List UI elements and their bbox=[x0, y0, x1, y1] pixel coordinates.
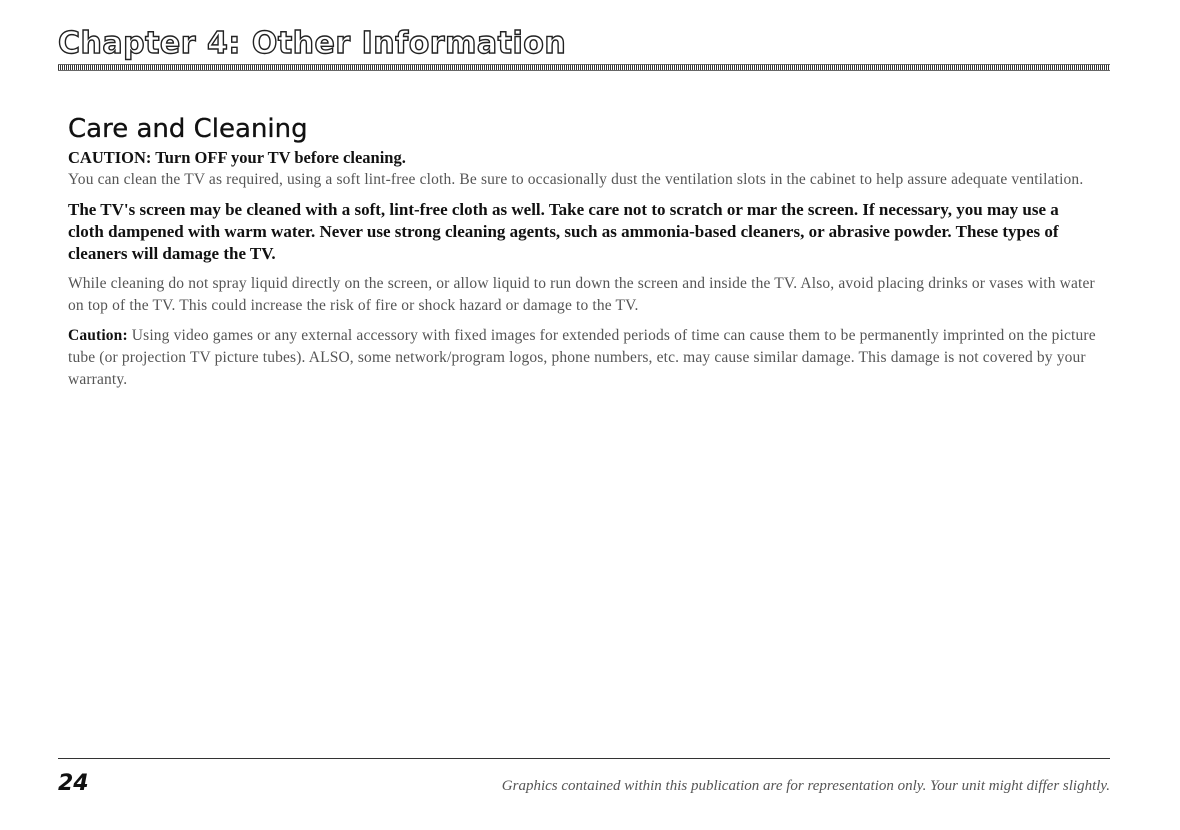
cleaning-paragraph: You can clean the TV as required, using a soft lint-free cloth. Be sure to occasionally dust the ventilation slots in the cabinet to help assure adequate ventilation. bbox=[68, 171, 1084, 188]
caution-label: Caution: bbox=[68, 327, 128, 344]
page-number: 24 bbox=[58, 771, 89, 796]
chapter-header bbox=[58, 26, 1110, 71]
liquid-warning-paragraph: While cleaning do not spray liquid directly on the screen, or allow liquid to run down the screen and inside the TV. Also, avoid placing drinks or vases with water on top of the TV. This could increase the risk of fire or shock hazard or damage to the TV. bbox=[68, 275, 1095, 314]
screen-cleaning-paragraph: The TV's screen may be cleaned with a soft, lint-free cloth as well. Take care not to scratch or mar the screen. If necessary, you may use a cloth dampened with warm water. Never use strong cleaning agents, such as ammonia-based cleaners, or abrasive powder. These types of cleaners will damage the TV. bbox=[68, 200, 1059, 263]
chapter-divider bbox=[58, 64, 1110, 71]
footer-disclaimer: Graphics contained within this publication are for representation only. Your unit might differ slightly. bbox=[501, 778, 1110, 794]
page-content bbox=[68, 112, 1098, 399]
imprint-caution-text: Using video games or any external accessory with fixed images for extended periods of time can cause them to be permanently imprinted on the picture tube (or projection TV picture tubes). ALSO, some network/program logos, phone numbers, etc. may cause similar damage. This damage is not covered by your warranty. bbox=[68, 327, 1096, 388]
caution-heading: CAUTION: Turn OFF your TV before cleaning. bbox=[68, 148, 406, 167]
section-title: Care and Cleaning bbox=[68, 114, 308, 144]
imprint-caution-paragraph bbox=[68, 325, 1098, 391]
chapter-title: Chapter 4: Other Information bbox=[58, 26, 567, 61]
footer-divider bbox=[58, 758, 1110, 759]
